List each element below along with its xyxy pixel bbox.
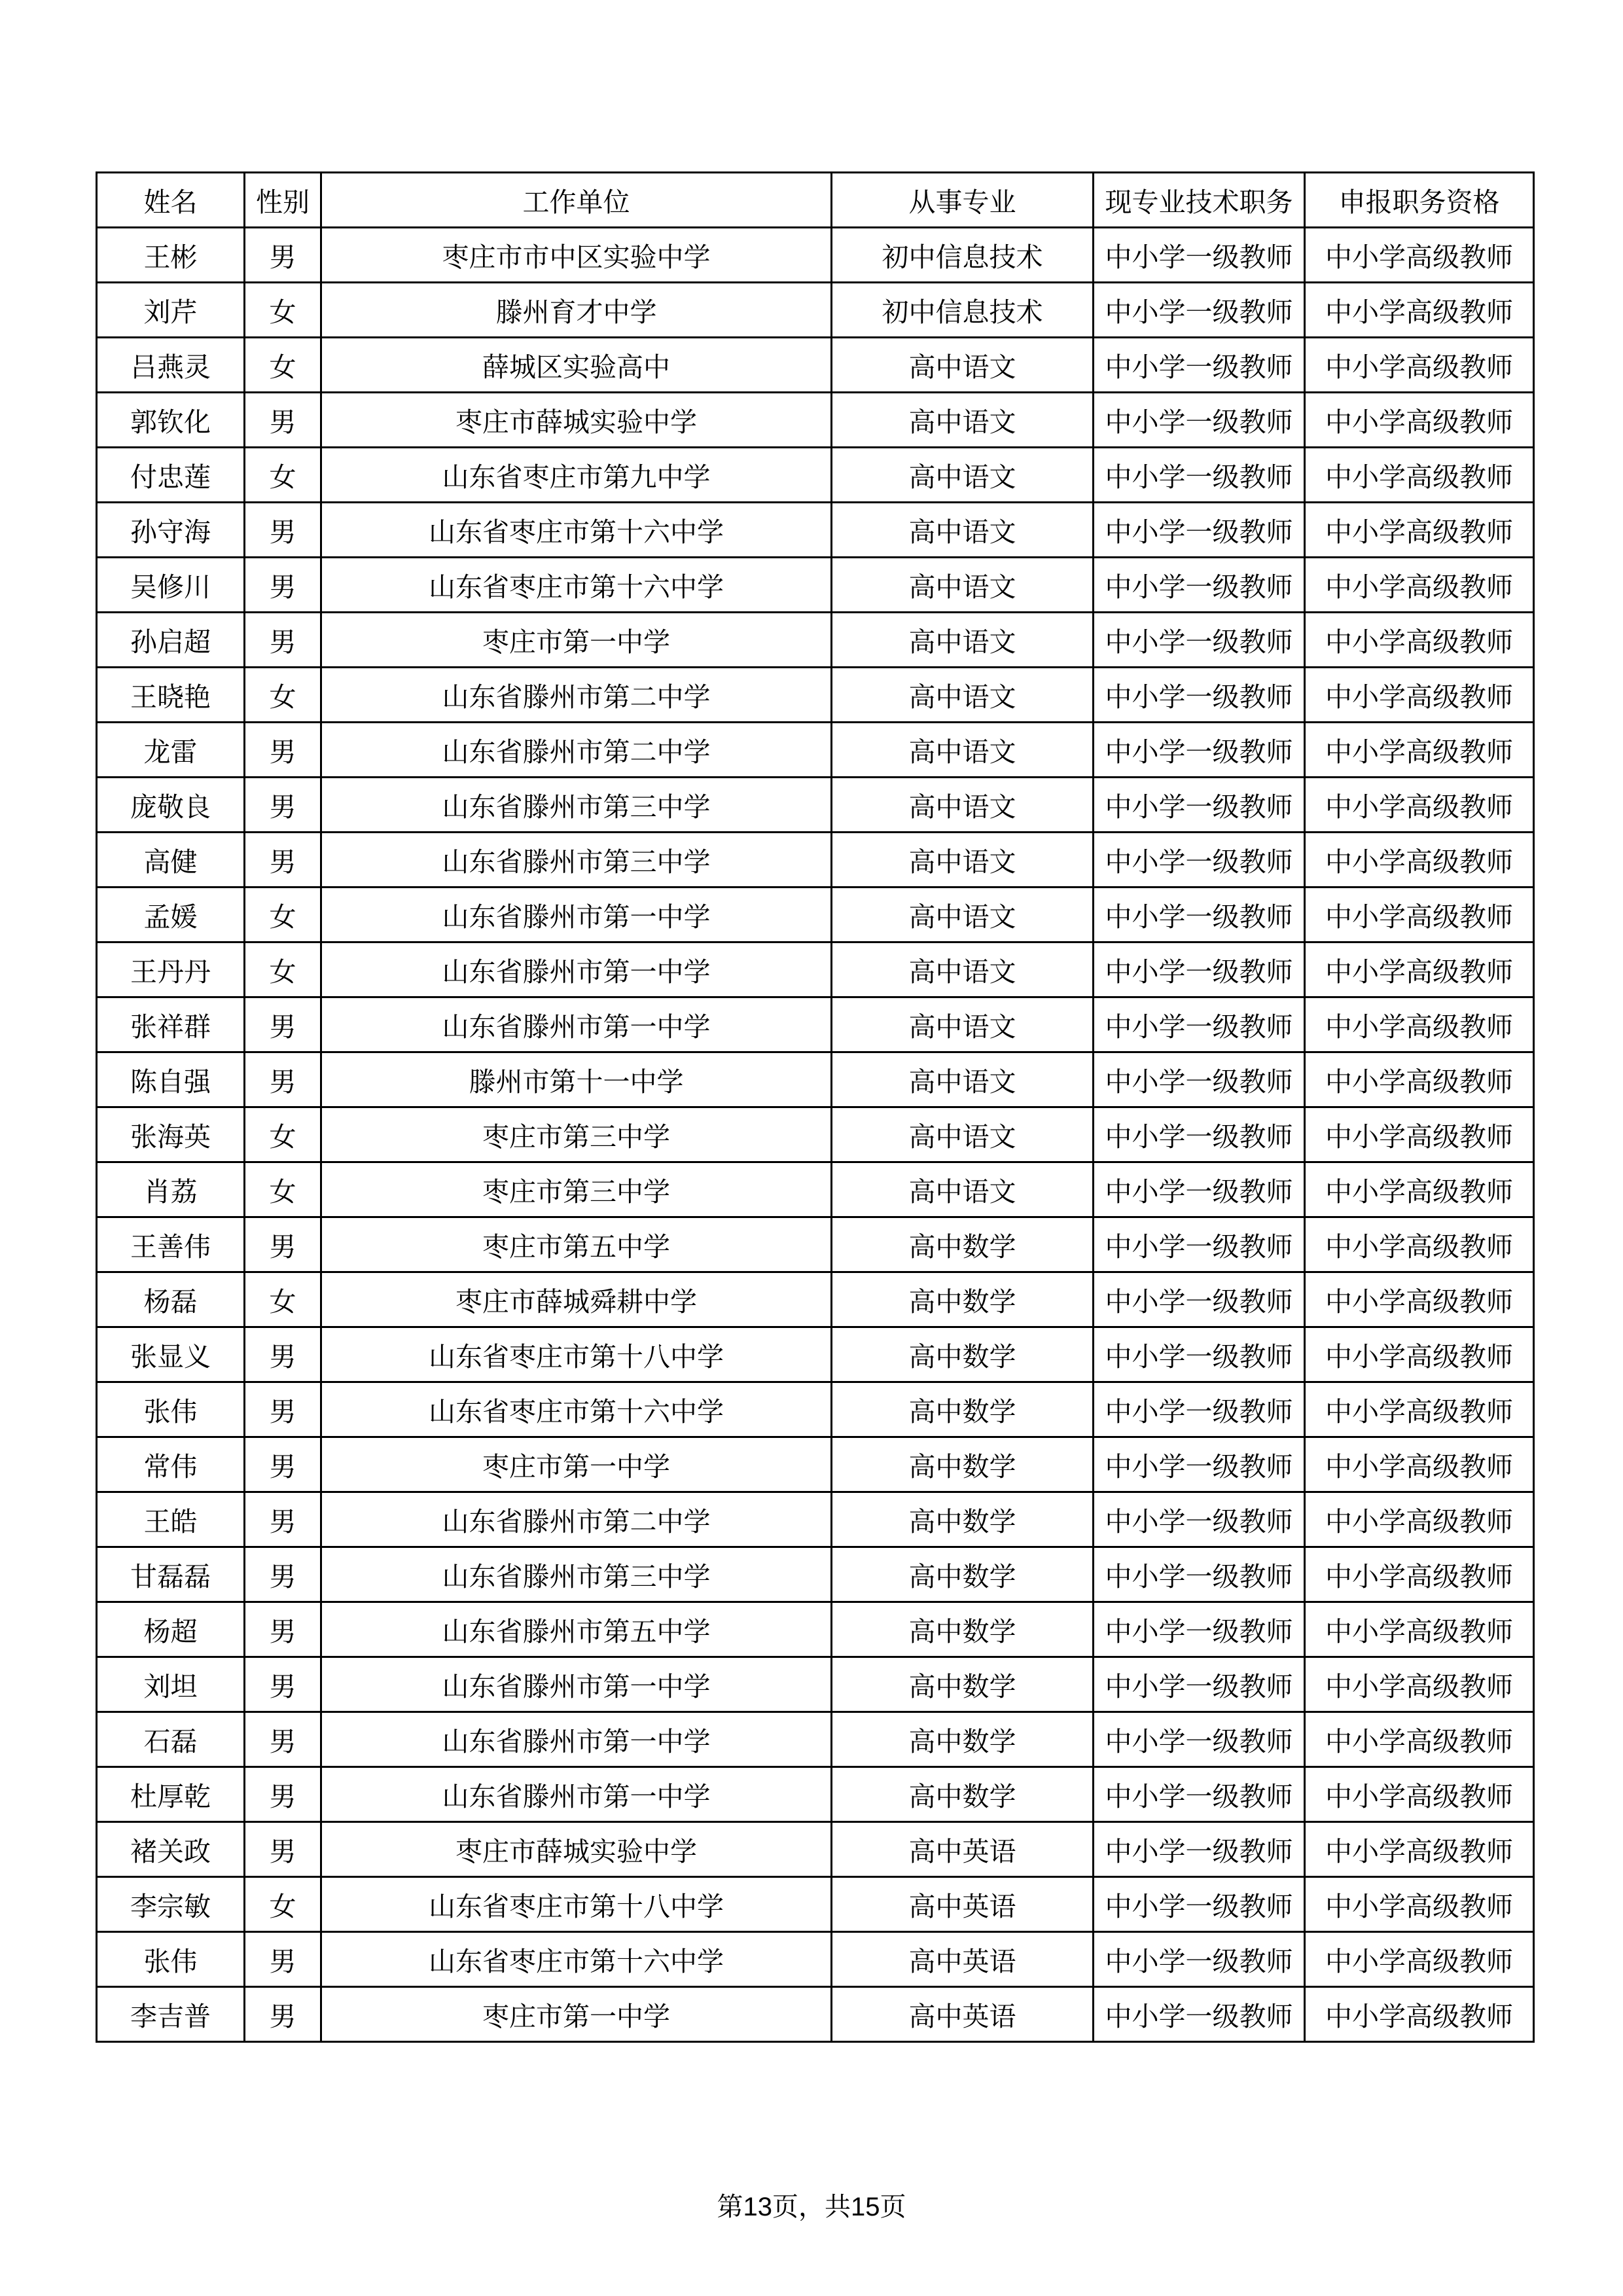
cell-name: 付忠莲	[97, 448, 245, 503]
cell-gender: 男	[245, 778, 321, 833]
cell-name: 高健	[97, 833, 245, 888]
cell-current-title: 中小学一级教师	[1094, 1932, 1305, 1987]
cell-name: 孙守海	[97, 503, 245, 558]
cell-applied-title: 中小学高级教师	[1305, 668, 1534, 723]
table-row	[97, 1107, 1534, 1162]
cell-applied-title: 中小学高级教师	[1305, 1987, 1534, 2042]
cell-specialty: 高中语文	[832, 448, 1094, 503]
cell-workplace: 山东省枣庄市第十八中学	[321, 1877, 832, 1932]
cell-current-title: 中小学一级教师	[1094, 1492, 1305, 1547]
cell-gender: 女	[245, 942, 321, 997]
cell-name: 杨超	[97, 1602, 245, 1657]
cell-specialty: 高中语文	[832, 393, 1094, 448]
cell-name: 王丹丹	[97, 942, 245, 997]
col-header-current-title: 现专业技术职务	[1094, 173, 1305, 228]
cell-workplace: 山东省枣庄市第九中学	[321, 448, 832, 503]
cell-gender: 女	[245, 1877, 321, 1932]
cell-workplace: 枣庄市第一中学	[321, 613, 832, 668]
table-row	[97, 448, 1534, 503]
cell-applied-title: 中小学高级教师	[1305, 1437, 1534, 1492]
cell-specialty: 高中数学	[832, 1492, 1094, 1547]
cell-applied-title: 中小学高级教师	[1305, 1602, 1534, 1657]
cell-specialty: 高中语文	[832, 997, 1094, 1052]
table-row	[97, 942, 1534, 997]
cell-current-title: 中小学一级教师	[1094, 778, 1305, 833]
cell-workplace: 滕州育才中学	[321, 283, 832, 338]
roster-sheet	[96, 171, 1533, 2043]
cell-name: 郭钦化	[97, 393, 245, 448]
table-row	[97, 1217, 1534, 1272]
cell-applied-title: 中小学高级教师	[1305, 558, 1534, 613]
table-row	[97, 1712, 1534, 1767]
cell-workplace: 山东省滕州市第二中学	[321, 1492, 832, 1547]
cell-workplace: 枣庄市薛城实验中学	[321, 393, 832, 448]
cell-applied-title: 中小学高级教师	[1305, 393, 1534, 448]
cell-applied-title: 中小学高级教师	[1305, 503, 1534, 558]
cell-name: 刘坦	[97, 1657, 245, 1712]
cell-current-title: 中小学一级教师	[1094, 1162, 1305, 1217]
cell-name: 张伟	[97, 1382, 245, 1437]
cell-current-title: 中小学一级教师	[1094, 1712, 1305, 1767]
cell-gender: 女	[245, 1162, 321, 1217]
cell-current-title: 中小学一级教师	[1094, 228, 1305, 283]
cell-specialty: 高中英语	[832, 1877, 1094, 1932]
roster-body	[97, 228, 1534, 2042]
table-row	[97, 833, 1534, 888]
cell-workplace: 山东省滕州市第三中学	[321, 1547, 832, 1602]
cell-current-title: 中小学一级教师	[1094, 1437, 1305, 1492]
cell-gender: 女	[245, 1107, 321, 1162]
cell-specialty: 高中数学	[832, 1657, 1094, 1712]
cell-specialty: 高中语文	[832, 942, 1094, 997]
table-row	[97, 888, 1534, 942]
cell-gender: 男	[245, 833, 321, 888]
roster-table	[96, 171, 1535, 2043]
cell-gender: 男	[245, 1492, 321, 1547]
cell-applied-title: 中小学高级教师	[1305, 1712, 1534, 1767]
table-row	[97, 228, 1534, 283]
cell-gender: 男	[245, 1437, 321, 1492]
cell-specialty: 高中语文	[832, 723, 1094, 778]
cell-current-title: 中小学一级教师	[1094, 1052, 1305, 1107]
cell-applied-title: 中小学高级教师	[1305, 338, 1534, 393]
table-row	[97, 1657, 1534, 1712]
cell-applied-title: 中小学高级教师	[1305, 1382, 1534, 1437]
cell-applied-title: 中小学高级教师	[1305, 1932, 1534, 1987]
table-row	[97, 283, 1534, 338]
cell-gender: 男	[245, 393, 321, 448]
col-header-workplace: 工作单位	[321, 173, 832, 228]
cell-name: 庞敬良	[97, 778, 245, 833]
table-row	[97, 1492, 1534, 1547]
cell-name: 李吉普	[97, 1987, 245, 2042]
cell-gender: 女	[245, 1272, 321, 1327]
cell-workplace: 枣庄市第三中学	[321, 1107, 832, 1162]
cell-current-title: 中小学一级教师	[1094, 888, 1305, 942]
cell-name: 张祥群	[97, 997, 245, 1052]
cell-gender: 男	[245, 1547, 321, 1602]
cell-specialty: 高中英语	[832, 1987, 1094, 2042]
cell-current-title: 中小学一级教师	[1094, 613, 1305, 668]
cell-specialty: 高中数学	[832, 1327, 1094, 1382]
cell-workplace: 山东省滕州市第一中学	[321, 1767, 832, 1822]
cell-workplace: 山东省滕州市第五中学	[321, 1602, 832, 1657]
cell-current-title: 中小学一级教师	[1094, 1327, 1305, 1382]
cell-specialty: 高中数学	[832, 1602, 1094, 1657]
cell-applied-title: 中小学高级教师	[1305, 997, 1534, 1052]
cell-workplace: 山东省滕州市第一中学	[321, 1657, 832, 1712]
cell-workplace: 滕州市第十一中学	[321, 1052, 832, 1107]
cell-gender: 男	[245, 613, 321, 668]
table-row	[97, 1932, 1534, 1987]
cell-workplace: 山东省滕州市第二中学	[321, 723, 832, 778]
cell-gender: 女	[245, 668, 321, 723]
header-row	[97, 173, 1534, 228]
cell-name: 杜厚乾	[97, 1767, 245, 1822]
table-row	[97, 1052, 1534, 1107]
cell-applied-title: 中小学高级教师	[1305, 1547, 1534, 1602]
footer-suffix: 页	[880, 2192, 906, 2222]
cell-applied-title: 中小学高级教师	[1305, 448, 1534, 503]
cell-workplace: 山东省滕州市第三中学	[321, 833, 832, 888]
cell-specialty: 高中英语	[832, 1822, 1094, 1877]
cell-specialty: 高中语文	[832, 1162, 1094, 1217]
cell-applied-title: 中小学高级教师	[1305, 228, 1534, 283]
cell-workplace: 山东省滕州市第一中学	[321, 997, 832, 1052]
cell-specialty: 高中语文	[832, 613, 1094, 668]
cell-name: 杨磊	[97, 1272, 245, 1327]
cell-current-title: 中小学一级教师	[1094, 558, 1305, 613]
cell-gender: 男	[245, 1987, 321, 2042]
cell-applied-title: 中小学高级教师	[1305, 778, 1534, 833]
cell-name: 张海英	[97, 1107, 245, 1162]
table-row	[97, 1382, 1534, 1437]
cell-workplace: 枣庄市第五中学	[321, 1217, 832, 1272]
cell-name: 肖荔	[97, 1162, 245, 1217]
cell-specialty: 高中数学	[832, 1712, 1094, 1767]
cell-gender: 男	[245, 723, 321, 778]
cell-name: 龙雷	[97, 723, 245, 778]
table-row	[97, 778, 1534, 833]
col-header-specialty: 从事专业	[832, 173, 1094, 228]
cell-applied-title: 中小学高级教师	[1305, 283, 1534, 338]
cell-name: 孟媛	[97, 888, 245, 942]
cell-applied-title: 中小学高级教师	[1305, 1657, 1534, 1712]
cell-specialty: 初中信息技术	[832, 283, 1094, 338]
cell-name: 王彬	[97, 228, 245, 283]
cell-workplace: 山东省枣庄市第十六中学	[321, 503, 832, 558]
cell-applied-title: 中小学高级教师	[1305, 1107, 1534, 1162]
cell-current-title: 中小学一级教师	[1094, 1877, 1305, 1932]
cell-workplace: 山东省滕州市第一中学	[321, 888, 832, 942]
cell-gender: 男	[245, 1767, 321, 1822]
cell-applied-title: 中小学高级教师	[1305, 1492, 1534, 1547]
cell-name: 王善伟	[97, 1217, 245, 1272]
cell-current-title: 中小学一级教师	[1094, 668, 1305, 723]
cell-current-title: 中小学一级教师	[1094, 1272, 1305, 1327]
cell-workplace: 山东省滕州市第二中学	[321, 668, 832, 723]
cell-gender: 男	[245, 997, 321, 1052]
cell-gender: 男	[245, 1327, 321, 1382]
cell-gender: 男	[245, 1822, 321, 1877]
cell-current-title: 中小学一级教师	[1094, 833, 1305, 888]
cell-name: 张显义	[97, 1327, 245, 1382]
table-row	[97, 1437, 1534, 1492]
cell-current-title: 中小学一级教师	[1094, 283, 1305, 338]
page-footer	[0, 2186, 1623, 2223]
cell-gender: 男	[245, 503, 321, 558]
cell-workplace: 山东省枣庄市第十六中学	[321, 1382, 832, 1437]
cell-name: 王晓艳	[97, 668, 245, 723]
cell-gender: 男	[245, 1052, 321, 1107]
cell-name: 刘芹	[97, 283, 245, 338]
table-row	[97, 1987, 1534, 2042]
cell-specialty: 高中语文	[832, 1107, 1094, 1162]
cell-current-title: 中小学一级教师	[1094, 1547, 1305, 1602]
cell-current-title: 中小学一级教师	[1094, 338, 1305, 393]
cell-workplace: 枣庄市薛城舜耕中学	[321, 1272, 832, 1327]
cell-name: 张伟	[97, 1932, 245, 1987]
cell-specialty: 高中语文	[832, 888, 1094, 942]
cell-workplace: 山东省滕州市第一中学	[321, 942, 832, 997]
cell-gender: 女	[245, 283, 321, 338]
cell-current-title: 中小学一级教师	[1094, 448, 1305, 503]
cell-current-title: 中小学一级教师	[1094, 393, 1305, 448]
cell-workplace: 枣庄市市中区实验中学	[321, 228, 832, 283]
cell-specialty: 高中数学	[832, 1767, 1094, 1822]
cell-specialty: 高中数学	[832, 1547, 1094, 1602]
cell-specialty: 高中语文	[832, 833, 1094, 888]
page-total: 15	[851, 2193, 880, 2221]
cell-current-title: 中小学一级教师	[1094, 1382, 1305, 1437]
cell-specialty: 高中语文	[832, 668, 1094, 723]
cell-name: 李宗敏	[97, 1877, 245, 1932]
cell-name: 常伟	[97, 1437, 245, 1492]
footer-prefix: 第	[717, 2192, 743, 2222]
table-row	[97, 1602, 1534, 1657]
cell-current-title: 中小学一级教师	[1094, 1657, 1305, 1712]
cell-workplace: 山东省枣庄市第十六中学	[321, 558, 832, 613]
cell-gender: 女	[245, 888, 321, 942]
cell-workplace: 山东省滕州市第三中学	[321, 778, 832, 833]
col-header-applied-title: 申报职务资格	[1305, 173, 1534, 228]
cell-name: 吕燕灵	[97, 338, 245, 393]
table-row	[97, 1162, 1534, 1217]
cell-specialty: 高中数学	[832, 1382, 1094, 1437]
cell-specialty: 初中信息技术	[832, 228, 1094, 283]
table-row	[97, 613, 1534, 668]
cell-current-title: 中小学一级教师	[1094, 1987, 1305, 2042]
table-row	[97, 1877, 1534, 1932]
cell-applied-title: 中小学高级教师	[1305, 1162, 1534, 1217]
cell-name: 石磊	[97, 1712, 245, 1767]
cell-workplace: 枣庄市第一中学	[321, 1987, 832, 2042]
cell-gender: 男	[245, 1602, 321, 1657]
cell-name: 孙启超	[97, 613, 245, 668]
cell-gender: 男	[245, 1217, 321, 1272]
cell-specialty: 高中语文	[832, 338, 1094, 393]
cell-name: 吴修川	[97, 558, 245, 613]
cell-applied-title: 中小学高级教师	[1305, 1767, 1534, 1822]
cell-name: 甘磊磊	[97, 1547, 245, 1602]
cell-gender: 女	[245, 448, 321, 503]
footer-middle: 页，共	[772, 2192, 851, 2222]
table-row	[97, 1327, 1534, 1382]
cell-workplace: 山东省枣庄市第十八中学	[321, 1327, 832, 1382]
cell-specialty: 高中数学	[832, 1437, 1094, 1492]
cell-applied-title: 中小学高级教师	[1305, 1217, 1534, 1272]
cell-current-title: 中小学一级教师	[1094, 1822, 1305, 1877]
cell-workplace: 山东省枣庄市第十六中学	[321, 1932, 832, 1987]
cell-gender: 女	[245, 338, 321, 393]
cell-gender: 男	[245, 1657, 321, 1712]
cell-current-title: 中小学一级教师	[1094, 1767, 1305, 1822]
cell-gender: 男	[245, 228, 321, 283]
table-row	[97, 503, 1534, 558]
cell-name: 褚关政	[97, 1822, 245, 1877]
cell-name: 王皓	[97, 1492, 245, 1547]
cell-specialty: 高中数学	[832, 1217, 1094, 1272]
col-header-gender: 性别	[245, 173, 321, 228]
cell-current-title: 中小学一级教师	[1094, 1217, 1305, 1272]
page-number: 13	[743, 2193, 772, 2221]
cell-applied-title: 中小学高级教师	[1305, 1822, 1534, 1877]
cell-current-title: 中小学一级教师	[1094, 503, 1305, 558]
cell-current-title: 中小学一级教师	[1094, 997, 1305, 1052]
cell-applied-title: 中小学高级教师	[1305, 833, 1534, 888]
cell-specialty: 高中英语	[832, 1932, 1094, 1987]
table-row	[97, 1822, 1534, 1877]
table-row	[97, 1547, 1534, 1602]
cell-applied-title: 中小学高级教师	[1305, 1272, 1534, 1327]
cell-applied-title: 中小学高级教师	[1305, 723, 1534, 778]
table-row	[97, 1767, 1534, 1822]
table-row	[97, 1272, 1534, 1327]
cell-gender: 男	[245, 1932, 321, 1987]
cell-name: 陈自强	[97, 1052, 245, 1107]
cell-current-title: 中小学一级教师	[1094, 723, 1305, 778]
cell-current-title: 中小学一级教师	[1094, 1602, 1305, 1657]
cell-gender: 男	[245, 558, 321, 613]
cell-specialty: 高中语文	[832, 1052, 1094, 1107]
cell-applied-title: 中小学高级教师	[1305, 888, 1534, 942]
cell-gender: 男	[245, 1712, 321, 1767]
cell-gender: 男	[245, 1382, 321, 1437]
cell-current-title: 中小学一级教师	[1094, 1107, 1305, 1162]
cell-workplace: 枣庄市薛城实验中学	[321, 1822, 832, 1877]
cell-specialty: 高中语文	[832, 558, 1094, 613]
cell-applied-title: 中小学高级教师	[1305, 1052, 1534, 1107]
cell-specialty: 高中语文	[832, 503, 1094, 558]
cell-workplace: 枣庄市第三中学	[321, 1162, 832, 1217]
cell-applied-title: 中小学高级教师	[1305, 942, 1534, 997]
cell-applied-title: 中小学高级教师	[1305, 613, 1534, 668]
table-row	[97, 997, 1534, 1052]
cell-workplace: 薛城区实验高中	[321, 338, 832, 393]
cell-applied-title: 中小学高级教师	[1305, 1327, 1534, 1382]
cell-specialty: 高中数学	[832, 1272, 1094, 1327]
cell-current-title: 中小学一级教师	[1094, 942, 1305, 997]
table-row	[97, 668, 1534, 723]
cell-specialty: 高中语文	[832, 778, 1094, 833]
table-row	[97, 558, 1534, 613]
cell-workplace: 枣庄市第一中学	[321, 1437, 832, 1492]
cell-applied-title: 中小学高级教师	[1305, 1877, 1534, 1932]
table-row	[97, 338, 1534, 393]
table-row	[97, 723, 1534, 778]
cell-workplace: 山东省滕州市第一中学	[321, 1712, 832, 1767]
table-row	[97, 393, 1534, 448]
col-header-name: 姓名	[97, 173, 245, 228]
